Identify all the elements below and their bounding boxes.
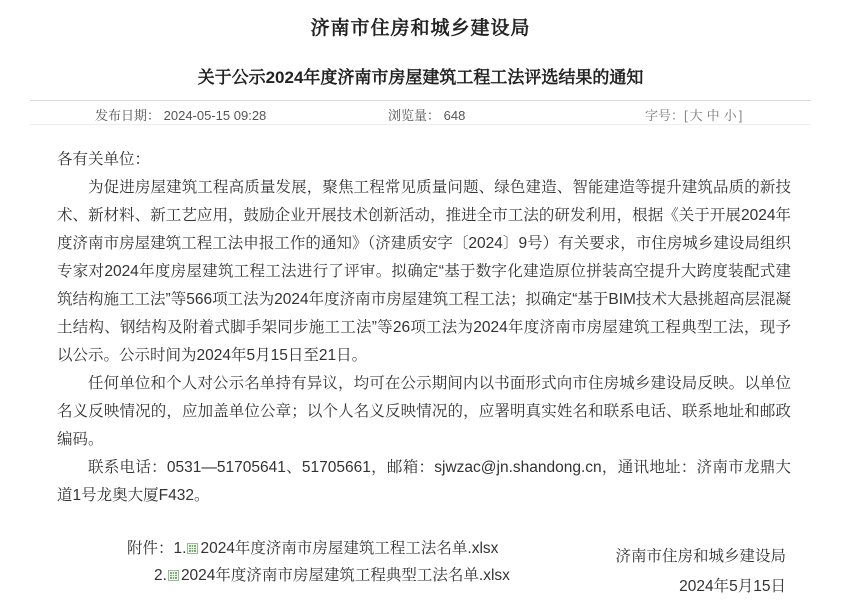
excel-file-icon [168, 564, 179, 590]
view-count-label: 浏览量： [388, 108, 441, 123]
attachment-2-index: 2. [154, 567, 167, 584]
signature-date: 2024年5月15日 [679, 578, 786, 595]
attachment-1-link[interactable]: 2024年度济南市房屋建筑工程工法名单.xlsx [200, 540, 499, 557]
publish-date [95, 105, 266, 124]
attachments-label: 附件： [127, 540, 174, 557]
document-body [0, 125, 841, 590]
page-title: 关于公示2024年度济南市房屋建筑工程工法评选结果的通知 [197, 68, 644, 87]
publish-date-value: 2024-05-15 09:28 [163, 108, 267, 123]
font-size-small-button[interactable]: 小 [723, 108, 737, 123]
font-size-control [645, 105, 742, 124]
attachment-1-index: 1. [173, 540, 187, 557]
meta-bar [0, 101, 841, 124]
attachment-2-link[interactable]: 2024年度济南市房屋建筑工程典型工法名单.xlsx [180, 567, 510, 584]
view-count [388, 105, 465, 124]
signature-block [615, 542, 786, 602]
view-count-value: 648 [443, 108, 466, 123]
font-size-label: 字号： [645, 108, 685, 123]
font-size-medium-button[interactable]: 中 [706, 108, 720, 123]
font-size-large-button[interactable]: 大 [689, 108, 703, 123]
font-size-bracket-close: ] [738, 108, 743, 123]
org-title: 济南市住房和城乡建设局 [310, 18, 531, 39]
publish-date-label: 发布日期： [95, 108, 161, 123]
excel-file-icon [187, 537, 198, 563]
font-size-bracket-open: [ [684, 108, 688, 123]
paragraph-2: 任何单位和个人对公示名单持有异议，均可在公示期间内以书面形式向市住房城乡建设局反映。以单位名义反映情况的，应加盖单位公章；以个人名义反映情况的，应署明真实姓名和联系电话、联系地址和邮政编码。 [57, 375, 791, 448]
signature-org: 济南市住房和城乡建设局 [615, 548, 786, 565]
salutation: 各有关单位： [57, 151, 151, 168]
paragraph-3: 联系电话：0531—51705641、51705661，邮箱：sjwzac@jn.shandong.cn，通讯地址：济南市龙鼎大道1号龙奥大厦F432。 [57, 459, 791, 504]
paragraph-1: 为促进房屋建筑工程高质量发展，聚焦工程常见质量问题、绿色建造、智能建造等提升建筑品质的新技术、新材料、新工艺应用，鼓励企业开展技术创新活动，推进全市工法的研发利用，根据《关于开展2024年度济南市房屋建筑工程工法申报工作的通知》（济建质安字〔2024〕9号）有关要求，市住房城乡建设局组织专家对2024年度房屋建筑工程工法进行了评审。拟确定“基于数字化建造原位拼装高空提升大跨度装配式建筑结构施工工法”等566项工法为2024年度济南市房屋建筑工程工法；拟确定“基于BIM技术大悬挑超高层混凝土结构、钢结构及附着式脚手架同步施工工法”等26项工法为2024年度济南市房屋建筑工程典型工法，现予以公示。公示时间为2024年5月15日至21日。 [57, 179, 791, 364]
